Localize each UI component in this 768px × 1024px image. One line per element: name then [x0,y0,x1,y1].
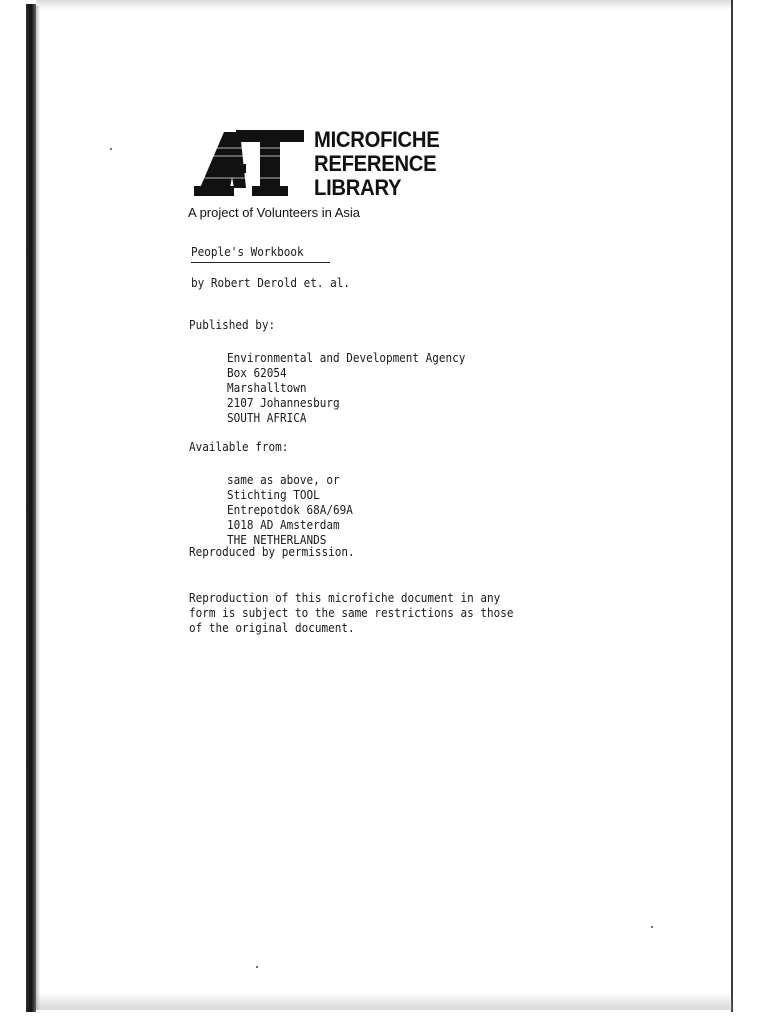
document-title: People's Workbook [191,244,304,259]
address-line: 2107 Johannesburg [227,395,340,410]
address-line: THE NETHERLANDS [227,532,327,547]
page-top-edge [36,0,732,10]
published-by-label: Published by: [189,317,276,332]
title-underline [191,262,330,263]
publisher-address [227,350,498,425]
address-line: Entrepotdok 68A/69A [227,502,353,517]
document-author: by Robert Derold et. al. [191,275,350,290]
logo-line-reference: REFERENCE [314,151,437,176]
logo-line-library: LIBRARY [314,175,402,200]
reproduction-notice [189,590,514,635]
logo-wordmark [314,128,439,200]
address-line: Environmental and Development Agency [227,350,466,365]
scan-speck [256,966,258,968]
address-line: Box 62054 [227,365,287,380]
logo-line-microfiche: MICROFICHE [314,127,440,152]
at-logo-mark [194,126,306,198]
notice-line: form is subject to the same restrictions as those [189,605,514,620]
scan-speck [651,926,653,928]
page-binding-edge [26,4,36,1012]
address-line: Marshalltown [227,380,307,395]
scan-speck [110,148,112,150]
logo-mark-text: AT [222,162,224,163]
page-right-edge [731,0,733,1012]
page-bottom-edge [36,992,732,1010]
page-binding-shadow [36,6,40,1010]
address-line: Stichting TOOL [227,487,320,502]
at-library-logo [194,126,454,202]
logo-tagline: A project of Volunteers in Asia [188,205,360,220]
reproduced-by-permission: Reproduced by permission. [189,544,355,559]
available-from-label: Available from: [189,439,289,454]
notice-line: Reproduction of this microfiche document in any [189,590,501,605]
address-line: SOUTH AFRICA [227,410,307,425]
available-address [227,472,370,547]
notice-line: of the original document. [189,620,355,635]
address-line: 1018 AD Amsterdam [227,517,340,532]
address-line: same as above, or [227,472,340,487]
